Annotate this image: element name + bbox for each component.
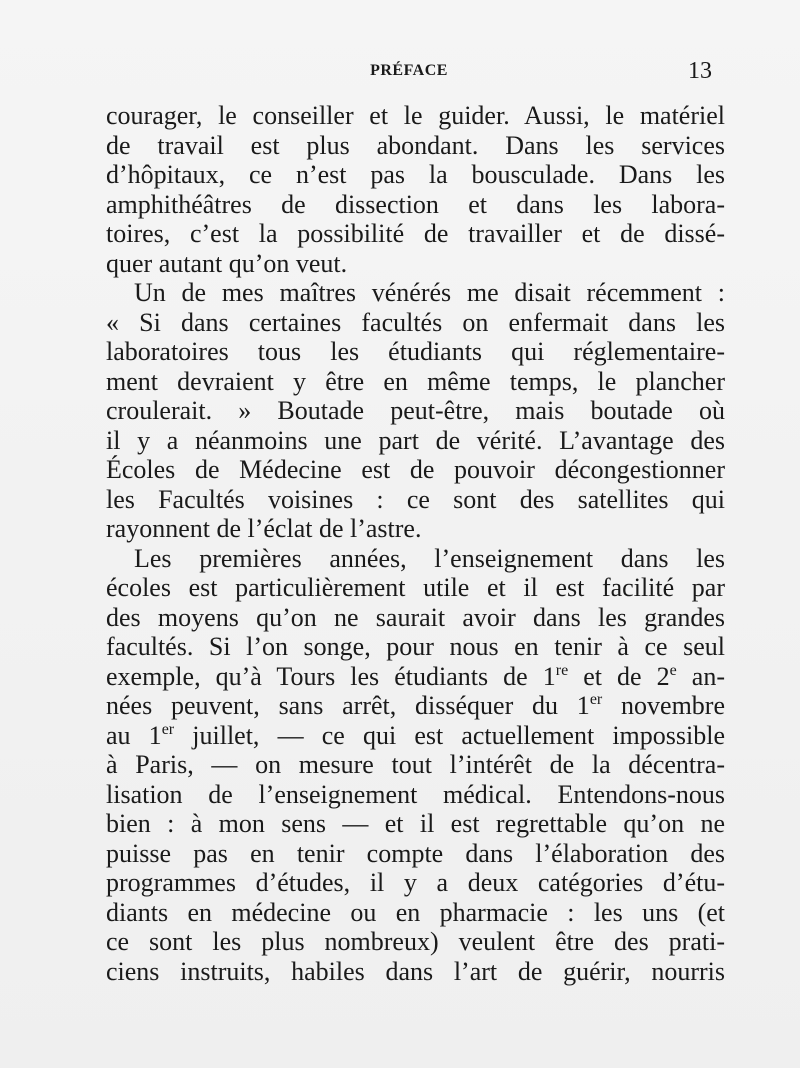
superscript: er bbox=[161, 720, 175, 738]
text-line: Un de mes maîtres vénérés me disait récemment : bbox=[134, 278, 725, 307]
text-line: programmes d’études, il y a deux catégories d’étu- bbox=[106, 868, 725, 897]
text-line: des moyens qu’on ne saurait avoir dans les grandes bbox=[106, 602, 725, 632]
text-line: à Paris, — on mesure tout l’intérêt de la décentra- bbox=[106, 750, 725, 779]
text-line: amphithéâtres de dissection et dans les labora- bbox=[106, 189, 725, 219]
running-head bbox=[106, 58, 712, 88]
text-run: novembre bbox=[602, 691, 725, 720]
superscript: er bbox=[589, 691, 603, 708]
text-line: laboratoires tous les étudiants qui réglementaire- bbox=[106, 337, 725, 366]
text-line: courager, le conseiller et le guider. Aussi, le matériel bbox=[106, 101, 725, 130]
paragraph bbox=[106, 278, 725, 544]
text-run: an- bbox=[676, 661, 725, 691]
text-line: rayonnent de l’éclat de l’astre. bbox=[106, 514, 422, 543]
text-line bbox=[106, 662, 725, 692]
text-line: facultés. Si l’on songe, pour nous en tenir à ce seul bbox=[106, 632, 725, 661]
text-run: exemple, qu’à Tours les étudiants de 1 bbox=[106, 661, 556, 691]
page-number: 13 bbox=[688, 58, 712, 84]
text-line bbox=[106, 721, 725, 751]
text-line bbox=[106, 691, 725, 721]
paragraph bbox=[106, 544, 725, 987]
text-line: puisse pas en tenir compte dans l’élaboration des bbox=[106, 838, 725, 868]
text-line: bien : à mon sens — et il est regrettable qu’on ne bbox=[106, 809, 725, 838]
text-line: de travail est plus abondant. Dans les services bbox=[106, 130, 725, 160]
text-line: croulerait. » Boutade peut-être, mais boutade où bbox=[106, 396, 725, 425]
superscript: e bbox=[669, 661, 677, 679]
text-line: écoles est particulièrement utile et il est facilité par bbox=[106, 573, 725, 602]
running-title: PRÉFACE bbox=[370, 62, 448, 79]
text-line: ce sont les plus nombreux) veulent être des prati- bbox=[106, 927, 725, 956]
superscript: re bbox=[555, 661, 569, 679]
body-text bbox=[106, 101, 725, 986]
text-run: juillet, — ce qui est actuellement impossible bbox=[174, 720, 725, 750]
text-line: quer autant qu’on veut. bbox=[106, 248, 348, 278]
text-line: toires, c’est la possibilité de travailler et de dissé- bbox=[106, 219, 725, 248]
text-line: ment devraient y être en même temps, le plancher bbox=[106, 366, 725, 396]
text-line: Écoles de Médecine est de pouvoir décongestionner bbox=[106, 455, 725, 484]
text-run: au 1 bbox=[106, 720, 162, 750]
text-line: lisation de l’enseignement médical. Entendons-nous bbox=[106, 779, 725, 809]
text-run: nées peuvent, sans arrêt, disséquer du 1 bbox=[106, 691, 590, 720]
text-line: d’hôpitaux, ce n’est pas la bousculade. Dans les bbox=[106, 160, 725, 189]
text-line: il y a néanmoins une part de vérité. L’avantage des bbox=[106, 425, 725, 455]
text-line: les Facultés voisines : ce sont des satellites qui bbox=[106, 484, 725, 514]
paragraph bbox=[106, 101, 725, 278]
text-line: ciens instruits, habiles dans l’art de guérir, nourris bbox=[106, 956, 725, 986]
text-line: « Si dans certaines facultés on enfermait dans les bbox=[106, 307, 725, 337]
text-run: et de 2 bbox=[568, 661, 670, 691]
text-line: diants en médecine ou en pharmacie : les uns (et bbox=[106, 897, 725, 927]
text-line: Les premières années, l’enseignement dans les bbox=[134, 543, 725, 573]
